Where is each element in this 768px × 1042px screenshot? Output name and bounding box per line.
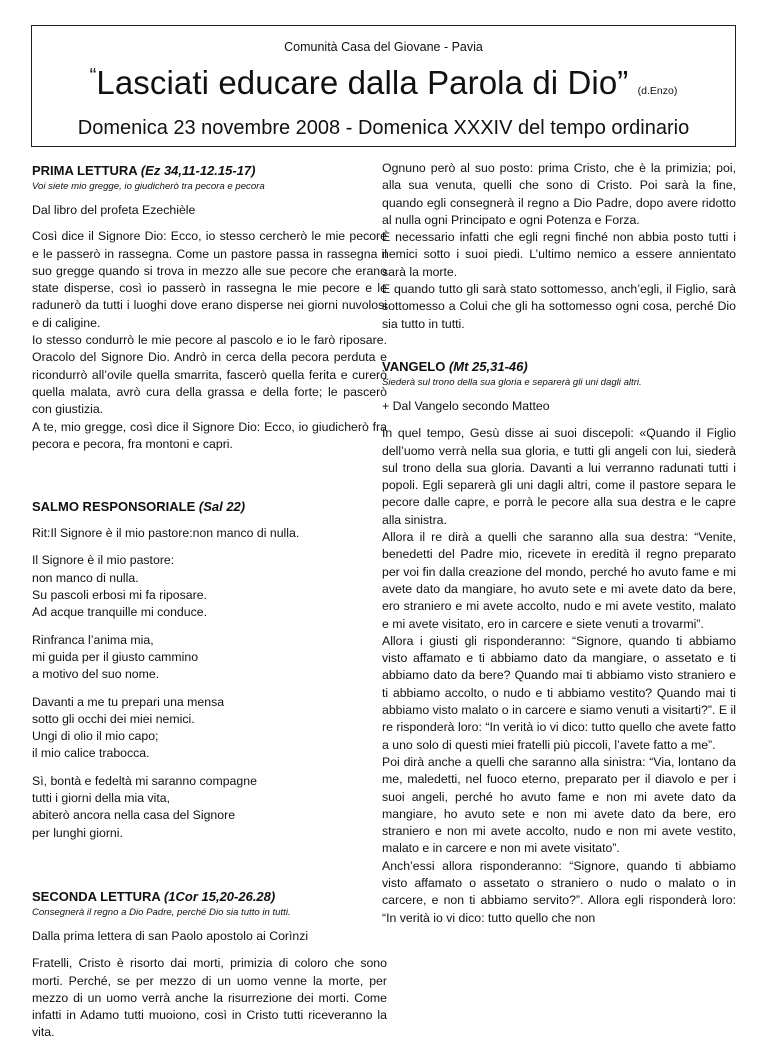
salmo-line: il mio calice trabocca. <box>32 746 150 761</box>
community-name: Comunità Casa del Giovane - Pavia <box>284 40 483 54</box>
salmo-stanza-4 <box>32 773 387 842</box>
prima-lettura-ref: (Ez 34,11-12.15-17) <box>140 163 256 178</box>
vangelo-section <box>382 358 736 927</box>
prima-lettura-label: PRIMA LETTURA <box>32 163 138 178</box>
salmo-stanza-3 <box>32 694 387 763</box>
salmo-line: Rinfranca l’anima mia, <box>32 632 154 647</box>
vangelo-label: VANGELO <box>382 358 446 374</box>
seconda-lettura-subtitle: Consegnerà il regno a Dio Padre, perché Dio sia tutto in tutti. <box>32 906 291 918</box>
prima-lettura-subtitle: Voi siete mio gregge, io giudicherò tra pecora e pecora <box>32 181 265 192</box>
salmo-line: sotto gli occhi dei miei nemici. <box>32 711 195 726</box>
header-box <box>31 25 736 147</box>
page-title <box>32 64 735 102</box>
prima-lettura-section <box>32 162 387 453</box>
salmo-line: Davanti a me tu prepari una mensa <box>32 694 225 709</box>
vangelo-paragraph-3: Allora i giusti gli risponderanno: “Signore, quando ti abbiamo visto affamato e ti abbiamo dato da mangiare, o assetato e ti abbiamo dato da bere? Quando mai ti abbiamo visto straniero e ti abbiamo accolto, o nudo e ti abbiamo vestito? Quando mai ti abbiamo visto malato o in carcere e siamo venuti a visitarti?”. E il re risponderà loro: “In verità io vi dico: tutto quello che avete fatto a uno solo di questi miei fratelli più piccoli, l’avete fatto a me”. <box>382 633 736 752</box>
salmo-line: a motivo del suo nome. <box>32 667 160 682</box>
prima-lettura-text-1: Così dice il Signore Dio: Ecco, io stesso cercherò le mie pecore e le passerò in rassegna. Come un pastore passa in rassegna il suo gregge quando si trova in mezzo alle sue pecore che erano state disperse, così io passerò in rassegna le mie pecore e le radunerò da tutti i luoghi dove erano disperse nei giorni nuvolosi e di caligine. <box>32 229 387 330</box>
title-text: Lasciati educare dalla Parola di Dio” <box>96 64 629 101</box>
salmo-line: tutti i giorni della mia vita, <box>32 791 171 806</box>
salmo-stanza-2 <box>32 632 387 684</box>
salmo-ref: (Sal 22) <box>198 499 246 515</box>
salmo-line: Ungi di olio il mio capo; <box>32 729 159 744</box>
vangelo-ref: (Mt 25,31-46) <box>448 358 528 374</box>
prima-lettura-text-2: Io stesso condurrò le mie pecore al pascolo e io le farò riposare. Oracolo del Signore Dio. Andrò in cerca della pecora perduta e ricondurrò all’ovile quella smarrita, fascerò quella ferita e curerò quella malata, avrò cura della grassa e della forte; le pascerò con giustizia. <box>32 333 387 417</box>
vangelo-subtitle: Siederà sul trono della sua gloria e separerà gli uni dagli altri. <box>382 376 642 388</box>
salmo-line: per lunghi giorni. <box>32 825 123 840</box>
salmo-line: Su pascoli erbosi mi fa riposare. <box>32 588 207 603</box>
salmo-line: abiterò ancora nella casa del Signore <box>32 808 236 823</box>
salmo-line: Ad acque tranquille mi conduce. <box>32 605 207 620</box>
vangelo-intro: + Dal Vangelo secondo Matteo <box>382 398 550 413</box>
salmo-stanza-1 <box>32 552 387 621</box>
salmo-line: non manco di nulla. <box>32 570 139 585</box>
vangelo-paragraph-5: Anch’essi allora risponderanno: “Signore, quando ti abbiamo visto affamato o assetato o straniero o nudo o malato o in carcere, e non ti abbiamo servito?”. Allora egli risponderà loro: “In verità io vi dico: tutto quello che non <box>382 858 736 925</box>
title-author: (d.Enzo) <box>637 85 678 97</box>
salmo-label: SALMO RESPONSORIALE <box>32 499 196 515</box>
date-line: Domenica 23 novembre 2008 - Domenica XXXIV del tempo ordinario <box>77 117 690 139</box>
seconda-lettura-cont <box>382 160 736 333</box>
right-column <box>382 160 736 927</box>
salmo-ritornello: Rit:Il Signore è il mio pastore:non manco di nulla. <box>32 526 300 541</box>
salmo-line: Il Signore è il mio pastore: <box>32 553 175 568</box>
seconda-lettura-cont-3: E quando tutto gli sarà stato sottomesso, anch’egli, il Figlio, sarà sottomesso a Colui che gli ha sottomesso ogni cosa, perché Dio sia tutto in tutti. <box>382 282 736 331</box>
vangelo-paragraph-1: In quel tempo, Gesù disse ai suoi discepoli: «Quando il Figlio dell’uomo verrà nella sua gloria, e tutti gli angeli con lui, siederà sul trono della sua gloria. Davanti a lui verranno radunati tutti i popoli. Egli separerà gli uni dagli altri, come il pastore separa le pecore dalle capre, e porrà le pecore alla sua destra e le capre alla sinistra. <box>382 426 736 527</box>
seconda-lettura-text: Fratelli, Cristo è risorto dai morti, primizia di coloro che sono morti. Perché, se per mezzo di un uomo venne la morte, per mezzo di un uomo verrà anche la risurrezione dei morti. Come infatti in Adamo tutti muoiono, così in Cristo tutti riceveranno la vita. <box>32 956 387 1040</box>
vangelo-paragraph-2: Allora il re dirà a quelli che saranno alla sua destra: “Venite, benedetti del Padre mio, ricevete in eredità il regno preparato per voi fin dalla creazione del mondo, perché ho avuto fame e mi avete dato da mangiare, ho avuto sete e mi avete dato da bere, ero straniero e mi avete accolto, nudo e mi avete vestito, malato e mi avete visitato, ero in carcere e siete venuti a trovarmi”. <box>382 530 736 631</box>
vangelo-text <box>382 425 736 927</box>
salmo-heading <box>32 498 387 515</box>
title-quote-mark: “ <box>89 65 97 87</box>
seconda-lettura-cont-2: È necessario infatti che egli regni finché non abbia posto tutti i nemici sotto i suoi piedi. L’ultimo nemico a essere annientato sarà la morte. <box>382 230 736 279</box>
prima-lettura-text <box>32 228 387 453</box>
left-column <box>32 162 387 1042</box>
vangelo-paragraph-4: Poi dirà anche a quelli che saranno alla sinistra: “Via, lontano da me, maledetti, nel fuoco eterno, preparato per il diavolo e per i suoi angeli, perché ho avuto fame e non mi avete dato da mangiare, ho avuto sete e non mi avete dato da bere, ero straniero e non mi avete accolto, nudo e non mi avete vestito, malato e in carcere e non mi avete visitato”. <box>382 754 736 856</box>
prima-lettura-text-3: A te, mio gregge, così dice il Signore Dio: Ecco, io giudicherò fra pecora e pecora, fra montoni e capri. <box>32 419 387 451</box>
seconda-lettura-label: SECONDA LETTURA <box>32 888 161 904</box>
seconda-lettura-intro: Dalla prima lettera di san Paolo apostolo ai Corìnzi <box>32 928 309 943</box>
seconda-lettura-continued <box>382 160 736 333</box>
vangelo-heading <box>382 358 736 375</box>
salmo-section <box>32 498 387 842</box>
salmo-line: mi guida per il giusto cammino <box>32 649 199 664</box>
seconda-lettura-heading <box>32 888 387 905</box>
prima-lettura-intro: Dal libro del profeta Ezechièle <box>32 203 196 217</box>
prima-lettura-heading <box>32 162 387 179</box>
seconda-lettura-cont-1: Ognuno però al suo posto: prima Cristo, che è la primizia; poi, alla sua venuta, quelli che sono di Cristo. Poi sarà la fine, quando egli consegnerà il regno a Dio Padre, dopo avere ridotto al nulla ogni Principato e ogni Potenza e Forza. <box>382 161 736 227</box>
salmo-line: Sì, bontà e fedeltà mi saranno compagne <box>32 773 257 788</box>
seconda-lettura-section <box>32 888 387 1042</box>
seconda-lettura-ref: (1Cor 15,20-26.28) <box>163 888 276 904</box>
